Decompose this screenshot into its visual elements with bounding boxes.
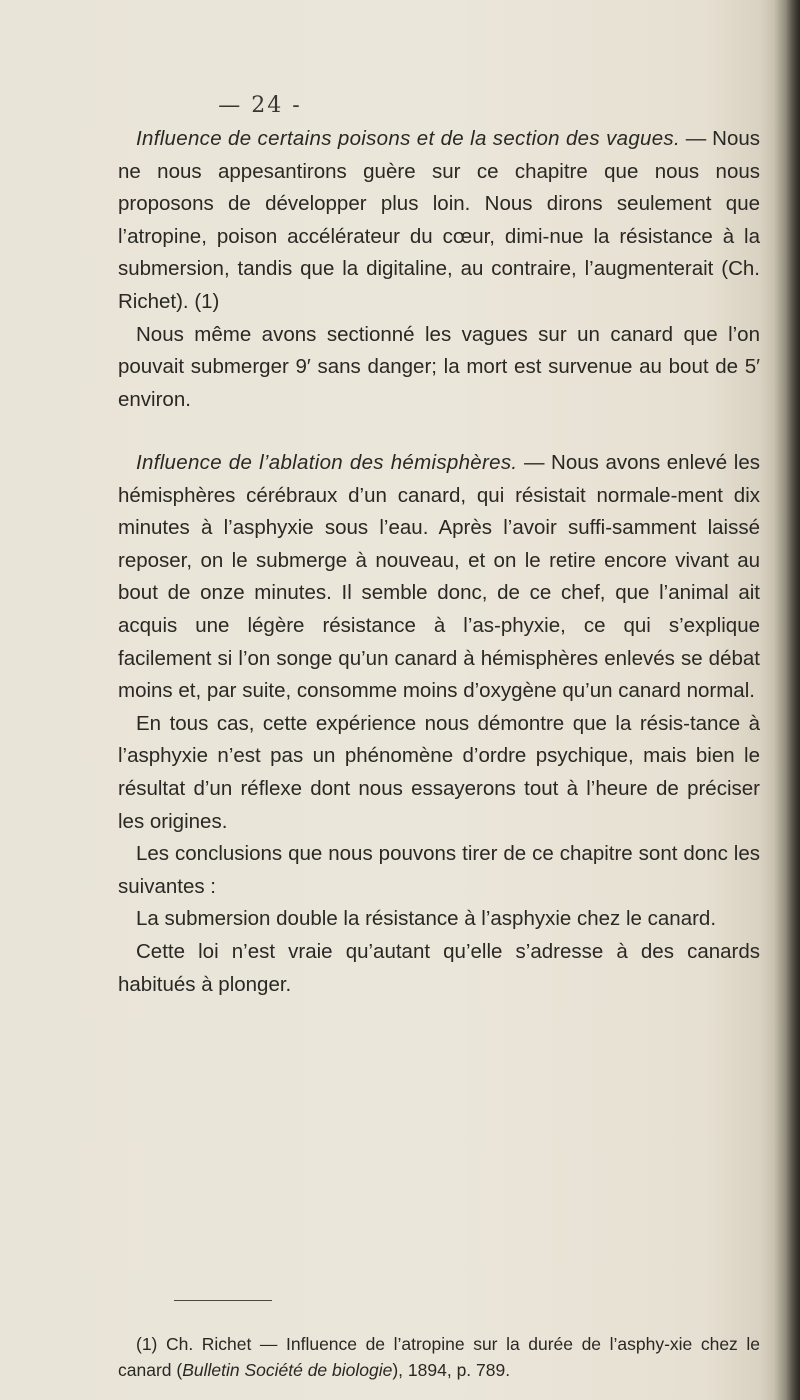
paragraph-text: Cette loi n’est vraie qu’autant qu’elle s’adresse à des canards habitués à plonger. bbox=[118, 939, 760, 996]
paragraph-text: Nous même avons sectionné les vagues sur un canard que l’on pouvait submerger 9′ sans danger; la mort est survenue au bout de 5′ environ. bbox=[118, 322, 760, 411]
paragraph-text: Les conclusions que nous pouvons tirer de ce chapitre sont donc les suivantes : bbox=[118, 842, 760, 898]
footnote-text: (1) Ch. Richet — Influence de l’atropine sur la durée de l’asphy-xie chez le canard (Bulletin Société de biologie), 1894, p. 789. bbox=[118, 1334, 760, 1380]
page-number: — 24 - bbox=[218, 93, 302, 118]
footnote-source: Bulletin Société de biologie bbox=[182, 1360, 393, 1380]
section-paragraph bbox=[118, 123, 760, 319]
title-dash: — bbox=[679, 127, 713, 150]
paragraph-text: La submersion double la résistance à l’asphyxie chez le canard. bbox=[136, 907, 717, 931]
section-paragraph bbox=[118, 447, 760, 708]
footnote-divider bbox=[174, 1300, 272, 1301]
section-hemispheres bbox=[118, 447, 760, 1001]
section-title: Influence de l’ablation des hémisphères. bbox=[136, 451, 518, 474]
paragraph-text: Nous ne nous appesantirons guère sur ce chapitre que nous nous proposons de développer plus loin. Nous dirons seulement que l’atropine, poison accélérateur du cœur, dimi-nue la résistance à la submersion, tandis que la digitaline, au contraire, l’augmenterait (Ch. Richet). (1) bbox=[118, 127, 760, 313]
section-title: Influence de certains poisons et de la section des vagues. bbox=[136, 127, 680, 150]
section-poisons bbox=[118, 123, 760, 416]
page-binding-shadow bbox=[774, 0, 800, 1400]
paragraph-text: Nous avons enlevé les hémisphères cérébraux d’un canard, qui résistait normale-ment dix minutes à l’asphyxie sous l’eau. Après l’avoir suffi-samment laissé reposer, on le submerge à nouveau, et on le retire encore vivant au bout de onze minutes. Il semble donc, de ce chef, que l’animal ait acquis une légère résistance à l’as-phyxie, ce qui s’explique facilement si l’on songe qu’un canard à hémisphères enlevés se débat moins et, par suite, consomme moins d’oxygène qu’un canard normal. bbox=[118, 451, 760, 703]
paragraph-text: En tous cas, cette expérience nous démontre que la résis-tance à l’asphyxie n’est pas un phénomène d’ordre psychique, mais bien le résultat d’un réflexe dont nous essayerons tout à l’heure de préciser les origines. bbox=[118, 711, 760, 833]
title-dash: — bbox=[517, 451, 552, 474]
footnote-marker: (1) bbox=[136, 1334, 158, 1354]
footnote bbox=[118, 1331, 760, 1383]
